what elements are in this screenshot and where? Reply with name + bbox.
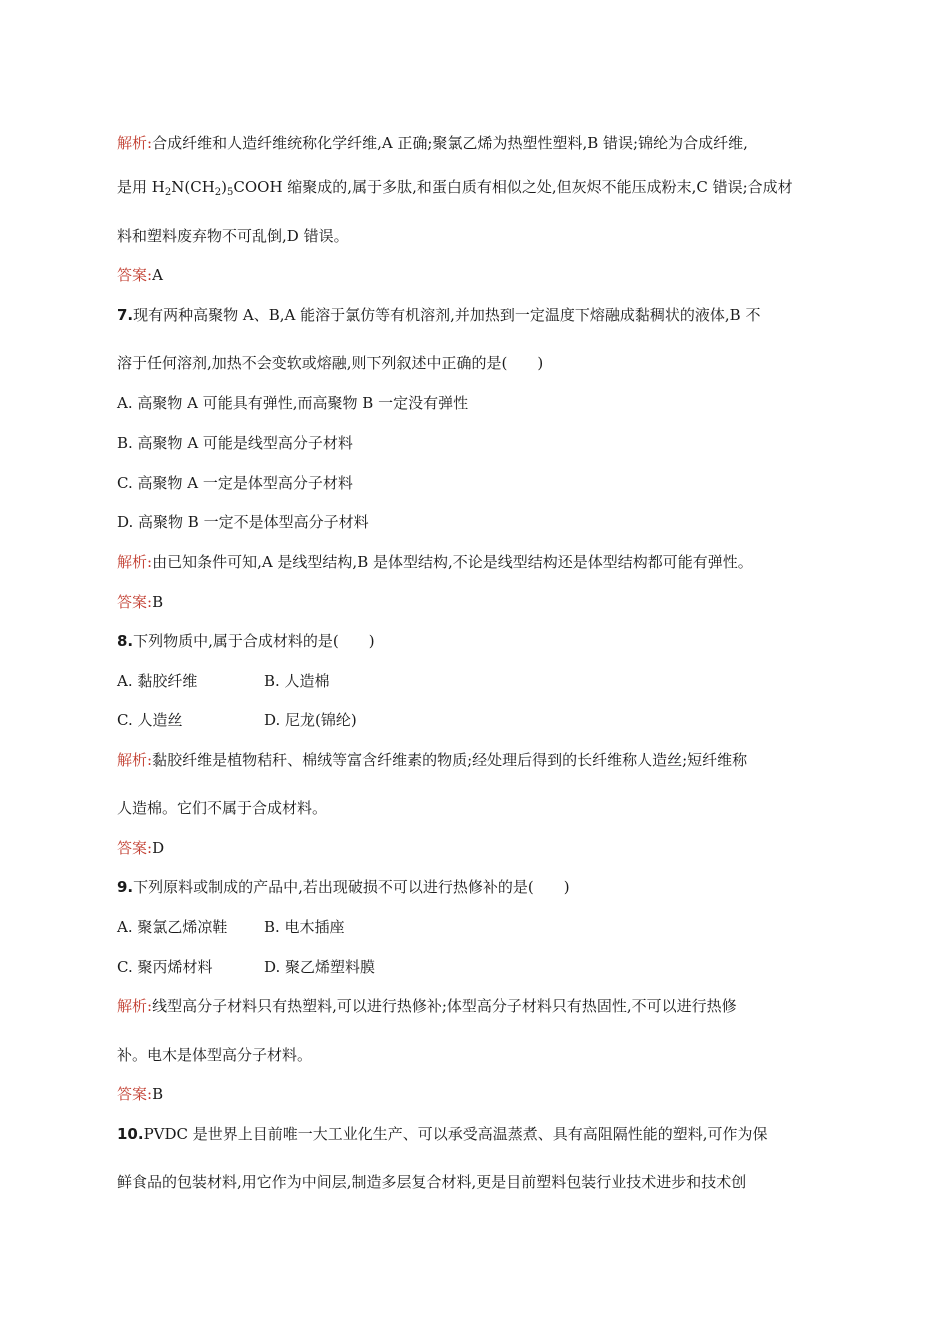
q9-options-row-1	[117, 917, 345, 937]
q8-option-a: A. 黏胶纤维	[117, 672, 198, 690]
answer-label: 答案:	[117, 266, 153, 284]
q7-option-a: A. 高聚物 A 可能具有弹性,而高聚物 B 一定没有弹性	[117, 394, 469, 412]
explanation-label: 解析:	[117, 553, 153, 571]
q8-stem: 8.下列物质中,属于合成材料的是( )	[117, 632, 375, 650]
q8-answer: 答案:D	[117, 839, 165, 857]
q10-stem-line-1: 10.PVDC 是世界上目前唯一大工业化生产、可以承受高温蒸煮、具有高阻隔性能的塑料,可作为保	[117, 1125, 768, 1143]
q9-stem: 9.下列原料或制成的产品中,若出现破损不可以进行热修补的是( )	[117, 878, 570, 896]
q8-options-row-1	[117, 671, 330, 691]
question-number: 8.	[117, 632, 134, 650]
q9-options-row-2	[117, 957, 375, 977]
q8-option-d: D. 尼龙(锦纶)	[264, 711, 357, 729]
q9-option-a: A. 聚氯乙烯凉鞋	[117, 918, 228, 936]
q7-stem-line-2: 溶于任何溶剂,加热不会变软或熔融,则下列叙述中正确的是( )	[117, 354, 544, 372]
q9-explanation-line-1: 解析:线型高分子材料只有热塑料,可以进行热修补;体型高分子材料只有热固性,不可以进行热修	[117, 997, 737, 1015]
q9-option-b: B. 电木插座	[264, 918, 345, 936]
q8-explanation-line-2: 人造棉。它们不属于合成材料。	[117, 799, 328, 817]
answer-label: 答案:	[117, 839, 153, 857]
question-number: 9.	[117, 878, 134, 896]
q6-explanation-line-2: 是用 $H_2N(CH_2)_5COOH$ 缩聚成的,属于多肽,和蛋白质有相似之处,但灰烬不能压成粉末,C 错误;合成材	[117, 178, 793, 198]
question-number: 7.	[117, 306, 134, 324]
q9-option-c: C. 聚丙烯材料	[117, 958, 213, 976]
q8-explanation-line-1: 解析:黏胶纤维是植物秸秆、棉绒等富含纤维素的物质;经处理后得到的长纤维称人造丝;短纤维称	[117, 751, 748, 769]
q7-option-c: C. 高聚物 A 一定是体型高分子材料	[117, 474, 353, 492]
q7-explanation: 解析:由已知条件可知,A 是线型结构,B 是体型结构,不论是线型结构还是体型结构都可能有弹性。	[117, 553, 753, 571]
q7-answer: 答案:B	[117, 593, 164, 611]
q9-option-d: D. 聚乙烯塑料膜	[264, 958, 376, 976]
q7-stem-line-1: 7.现有两种高聚物 A、B,A 能溶于氯仿等有机溶剂,并加热到一定温度下熔融成黏稠状的液体,B 不	[117, 306, 761, 324]
q8-options-row-2	[117, 710, 357, 730]
q9-answer: 答案:B	[117, 1085, 164, 1103]
explanation-label: 解析:	[117, 134, 153, 152]
explanation-label: 解析:	[117, 997, 153, 1015]
q6-explanation-line-3: 料和塑料废弃物不可乱倒,D 错误。	[117, 227, 349, 245]
explanation-label: 解析:	[117, 751, 153, 769]
answer-label: 答案:	[117, 1085, 153, 1103]
answer-label: 答案:	[117, 593, 153, 611]
q9-explanation-line-2: 补。电木是体型高分子材料。	[117, 1046, 313, 1064]
q6-answer: 答案:A	[117, 266, 163, 284]
q8-option-b: B. 人造棉	[264, 672, 330, 690]
q7-option-d: D. 高聚物 B 一定不是体型高分子材料	[117, 513, 369, 531]
q8-option-c: C. 人造丝	[117, 711, 183, 729]
q6-explanation-line-1: 解析:合成纤维和人造纤维统称化学纤维,A 正确;聚氯乙烯为热塑性塑料,B 错误;锦纶为合成纤维,	[117, 134, 748, 152]
question-number: 10.	[117, 1125, 144, 1143]
q7-option-b: B. 高聚物 A 可能是线型高分子材料	[117, 434, 353, 452]
q10-stem-line-2: 鲜食品的包装材料,用它作为中间层,制造多层复合材料,更是目前塑料包装行业技术进步和技术创	[117, 1173, 747, 1191]
